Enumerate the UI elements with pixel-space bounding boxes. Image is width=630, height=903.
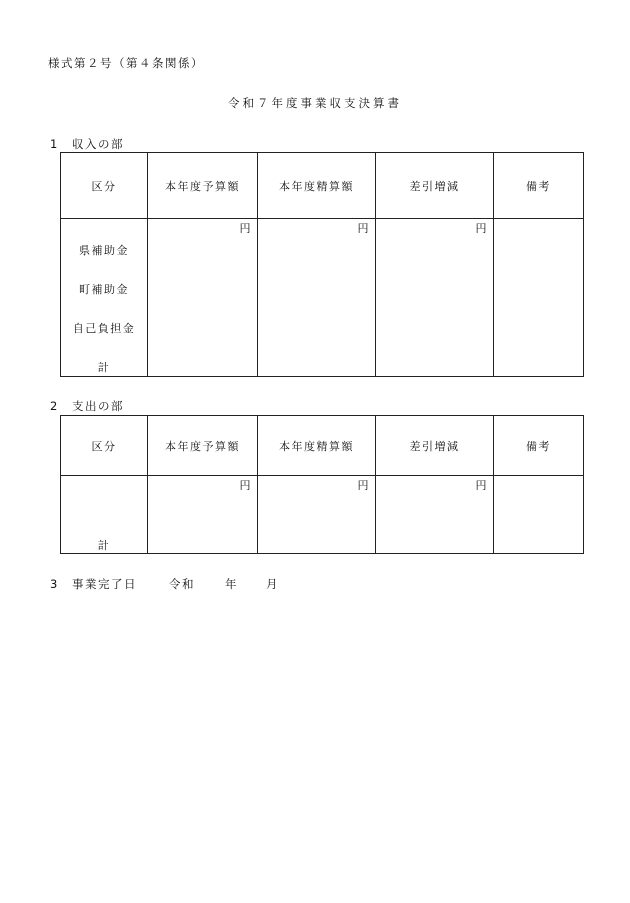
income-section-number: 1	[50, 137, 59, 151]
expense-header-settled: 本年度精算額	[258, 416, 376, 476]
form-number: 様式第２号（第４条関係）	[48, 56, 204, 70]
income-body-row	[61, 219, 584, 377]
yen-unit: 円	[357, 222, 370, 235]
income-item-self-funded: 自己負担金	[72, 322, 136, 335]
yen-unit: 円	[475, 222, 488, 235]
completion-era: 令和	[169, 577, 195, 591]
income-item-total: 計	[97, 361, 111, 374]
expense-section-heading	[50, 398, 124, 414]
expense-budget-cell[interactable]	[148, 476, 258, 554]
expense-difference-cell[interactable]	[376, 476, 494, 554]
expense-section-label: 支出の部	[72, 399, 124, 413]
income-header-row	[61, 153, 584, 219]
expense-section-number: 2	[50, 399, 59, 413]
yen-unit: 円	[239, 479, 252, 492]
income-header-category: 区分	[61, 153, 148, 219]
income-table	[60, 152, 584, 377]
expense-table	[60, 415, 584, 554]
expense-category-cell	[61, 476, 148, 554]
expense-header-difference: 差引増減	[376, 416, 494, 476]
expense-body-row	[61, 476, 584, 554]
completion-month-unit: 月	[266, 577, 279, 591]
expense-header-remarks: 備考	[494, 416, 584, 476]
completion-section-number: 3	[50, 577, 59, 591]
income-section-heading	[50, 136, 124, 152]
expense-header-row	[61, 416, 584, 476]
expense-settled-cell[interactable]	[258, 476, 376, 554]
income-header-difference: 差引増減	[376, 153, 494, 219]
expense-remarks-cell[interactable]	[494, 476, 584, 554]
yen-unit: 円	[475, 479, 488, 492]
completion-date-line	[50, 576, 279, 592]
income-category-cell	[61, 219, 148, 377]
income-difference-cell[interactable]	[376, 219, 494, 377]
document-title: 令和７年度事業収支決算書	[228, 96, 402, 110]
yen-unit: 円	[239, 222, 252, 235]
income-item-town-subsidy: 町補助金	[79, 283, 129, 296]
expense-header-category: 区分	[61, 416, 148, 476]
income-remarks-cell[interactable]	[494, 219, 584, 377]
income-header-budget: 本年度予算額	[148, 153, 258, 219]
income-header-remarks: 備考	[494, 153, 584, 219]
expense-header-budget: 本年度予算額	[148, 416, 258, 476]
income-settled-cell[interactable]	[258, 219, 376, 377]
income-header-settled: 本年度精算額	[258, 153, 376, 219]
income-section-label: 収入の部	[72, 137, 124, 151]
completion-year-unit: 年	[225, 577, 238, 591]
yen-unit: 円	[357, 479, 370, 492]
expense-item-total: 計	[97, 539, 111, 552]
completion-label: 事業完了日	[72, 577, 137, 591]
income-budget-cell[interactable]	[148, 219, 258, 377]
income-item-prefectural-subsidy: 県補助金	[79, 244, 129, 257]
